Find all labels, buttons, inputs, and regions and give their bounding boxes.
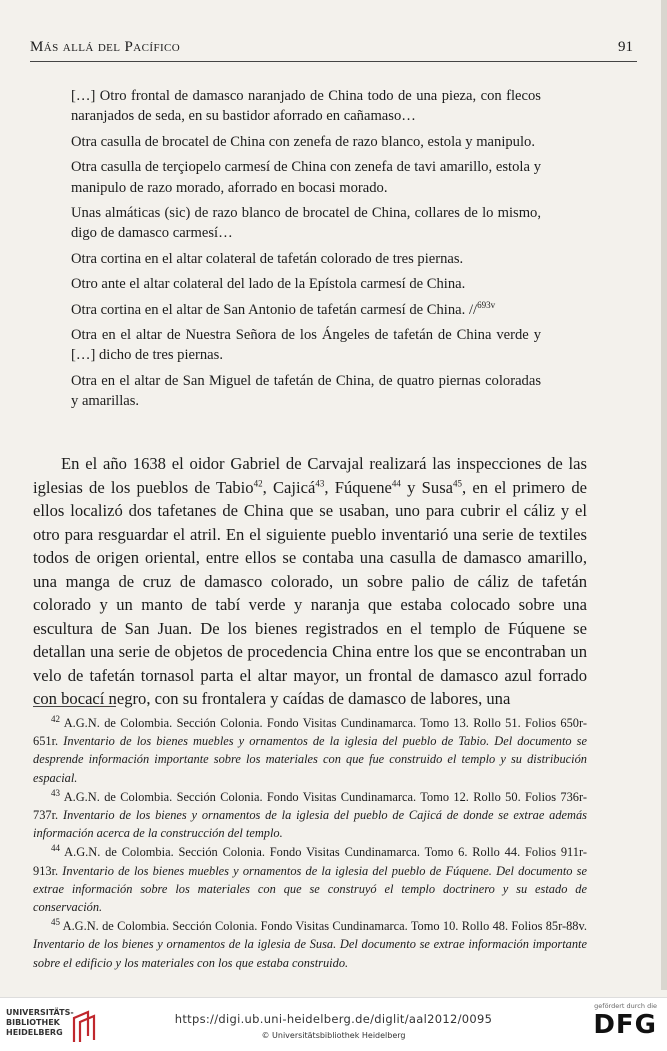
funding-note: gefördert durch die: [594, 1002, 657, 1010]
footnote-reference: A.G.N. de Colombia. Sección Colonia. Fondo Visitas Cundinamarca. Tomo 6. Rollo 44. Folios 911r-913r.: [33, 845, 587, 878]
body-text-run: En el año 1638 el oidor Gabriel de Carvajal realizará las inspecciones de las iglesias de los pueblos de Tabio: [33, 454, 587, 497]
quote-paragraph: […] Otro frontal de damasco naranjado de China todo de una pieza, con flecos naranjados de seda, en su bastidor aforrado en cañamaso…: [71, 88, 541, 125]
body-text-run: , Cajicá: [262, 477, 316, 497]
permalink-url[interactable]: https://digi.ub.uni-heidelberg.de/diglit/aal2012/0095: [174, 1012, 493, 1026]
quote-paragraph: Otra cortina en el altar colateral de tafetán colorado de tres piernas.: [71, 250, 464, 267]
footnote-ref: 42: [253, 477, 263, 488]
footnote: [33, 788, 587, 843]
quote-paragraph: Otro ante el altar colateral del lado de la Epístola carmesí de China.: [71, 276, 466, 293]
footnote-reference: A.G.N. de Colombia. Sección Colonia. Fondo Visitas Cundinamarca. Tomo 12. Rollo 50. Folios 736r-737r.: [33, 789, 587, 823]
footnote-ref: 45: [453, 477, 463, 488]
body-text-run: y Susa: [400, 477, 454, 497]
footnote-number: 42: [51, 713, 60, 724]
page-header: [30, 39, 637, 62]
page-number: 91: [618, 39, 633, 55]
dfg-wordmark: DFG: [593, 1010, 657, 1040]
quote-paragraph: Otra casulla de brocatel de China con zenefa de razo blanco, estola y manipulo.: [71, 133, 535, 150]
footnote-rule: [33, 706, 116, 707]
quote-paragraph: Otra en el altar de San Miguel de tafetán de China, de quatro piernas coloradas y amarillas.: [71, 372, 541, 410]
quote-paragraph: Unas almáticas (sic) de razo blanco de brocatel de China, collares de lo mismo, digo de damasco carmesí…: [71, 205, 541, 242]
body-text-run: , Fúquene: [324, 477, 392, 497]
footnote-title: Inventario de los bienes y ornamentos de la iglesia del pueblo de Cajicá de donde se extrae además información acerca de la construcción del templo.: [33, 808, 588, 841]
footnote-ref: 44: [391, 477, 401, 488]
body-text: [33, 452, 587, 711]
running-title: Más allá del Pacífico: [30, 39, 181, 55]
footnote-reference: A.G.N. de Colombia. Sección Colonia. Fondo Visitas Cundinamarca. Tomo 13. Rollo 51. Folios 650r-651r.: [33, 716, 587, 749]
folio-mark: //: [465, 301, 478, 318]
footnote: [33, 843, 587, 916]
footnote: [33, 714, 587, 787]
footnote-number: 45: [51, 917, 60, 928]
footnote-reference: A.G.N. de Colombia. Sección Colonia. Fondo Visitas Cundinamarca. Tomo 10. Rollo 48. Folios 85r-88v.: [60, 919, 587, 934]
body-paragraph: [33, 452, 587, 711]
footnote-ref: 43: [315, 477, 325, 488]
block-quote: [71, 86, 541, 417]
quote-paragraph: Otra en el altar de Nuestra Señora de los Ángeles de tafetán de China verde y […] dicho de tres piernas.: [71, 327, 541, 364]
folio-number: 693v: [477, 299, 496, 310]
footnote-number: 43: [51, 787, 60, 798]
page-edge: [661, 0, 667, 990]
footnote-title: Inventario de los bienes muebles y ornamentos de la iglesia del pueblo de Tabio. Del documento se desprende información importante sobre los materiales con que fue construido el templo y su distribución espacial.: [33, 734, 587, 785]
body-text-run: , en el primero de ellos localizó dos tafetanes de China que se usaban, uno para cubrir el cáliz y el otro para resguardar el atril. En el siguiente pueblo inventarió una serie de textiles todos de origen oriental, entre ellos se contaba una casulla de damasco amarillo, una manga de cruz de damasco colorado, un sobre palio de cáliz de tafetán colorado y un manto de tabí verde y naranja que estaba colocado sobre una escultura de San Juan. De los bienes registrados en el templo de Fúquene se detallan una serie de objetos de procedencia China entre los que se encontraban un velo de tafetán tornasol parta el altar mayor, un frontal de damasco azul forrado con bocací negro, con su frontalera y caídas de damasco de labores, una: [33, 477, 587, 708]
footnote: [33, 917, 587, 972]
digitization-footer: [0, 997, 667, 1051]
quote-paragraph: [71, 300, 541, 320]
library-name-line: BIBLIOTHEK: [6, 1018, 60, 1027]
library-name-line: UNIVERSITÄTS-: [6, 1008, 74, 1017]
library-name-line: HEIDELBERG: [6, 1028, 63, 1037]
quote-line: Otra cortina en el altar de San Antonio de tafetán carmesí de China.: [71, 301, 466, 318]
dfg-logo[interactable]: [587, 1002, 657, 1040]
footnotes: [33, 714, 587, 973]
footnote-number: 44: [51, 843, 60, 854]
footnote-title: Inventario de los bienes y ornamentos de la iglesia de Susa. Del documento se extrae información importante sobre el edificio y los materiales con los que estaba construido.: [33, 937, 587, 970]
quote-paragraph: Otra casulla de terçiopelo carmesí de China con zenefa de tavi amarillo, estola y manipulo de razo morado, aforrado en bocasi morado.: [71, 159, 541, 196]
copyright-notice: © Universitätsbibliothek Heidelberg: [261, 1031, 406, 1040]
footnote-title: Inventario de los bienes muebles y ornamentos de la iglesia del pueblo de Fúquene. Del documento se extrae información sobre los materiales con que se construyó el templo doctrinero y su estado de conservación.: [33, 863, 587, 915]
